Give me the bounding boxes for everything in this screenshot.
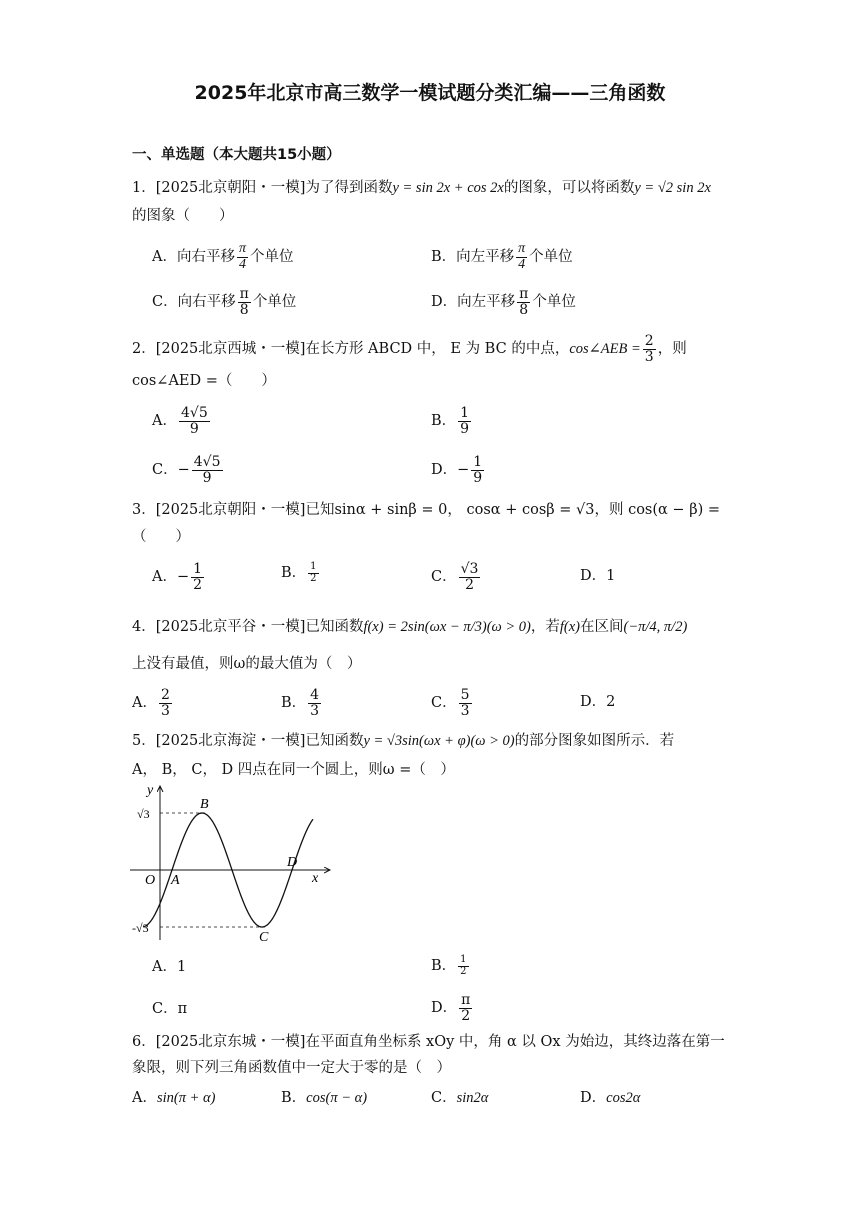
q1-a-den: 4: [238, 256, 246, 272]
q2-c-label: C．: [152, 462, 178, 479]
q4-d-text: 2: [606, 694, 616, 710]
q2-b-label: B．: [431, 413, 457, 430]
q4-line2: 上没有最值，则ω的最大值为（ ）: [132, 656, 362, 672]
q4-b-label: B．: [281, 695, 307, 712]
q2-d-sign: −: [457, 462, 470, 479]
q2-option-a: [152, 406, 212, 436]
q3-d-text: 1: [606, 568, 616, 584]
origin-label: O: [145, 873, 156, 888]
q2-d-num: 1: [473, 454, 483, 470]
q5-a-label: A．: [152, 959, 177, 975]
q3-b-label: B．: [281, 565, 307, 581]
q4-b-den: 3: [310, 702, 320, 719]
q3-b-num: 1: [310, 561, 317, 572]
x-axis-label: x: [312, 871, 319, 886]
q2-b-den: 9: [460, 420, 470, 437]
q6-d-label: D．: [580, 1090, 607, 1106]
q6-c-label: C．: [431, 1090, 457, 1106]
q2-then: ，则: [657, 341, 687, 358]
q4-option-d: [580, 692, 615, 712]
q1-b-suffix: 个单位: [529, 249, 573, 266]
q4-if: ，若: [530, 619, 560, 635]
q1-line2: 的图象（ ）: [132, 208, 234, 224]
q3-c-label: C．: [431, 569, 457, 586]
q1-option-a: [152, 242, 294, 272]
q3-c-den: 2: [465, 576, 474, 593]
q2-option-b: [431, 406, 473, 436]
q4-b-num: 4: [310, 687, 320, 703]
q6-b-label: B．: [281, 1090, 307, 1106]
q1-prefix: 1．[2025北京朝阳・一模]为了得到函数: [132, 180, 393, 196]
question-5: [132, 731, 674, 751]
q5-a-text: 1: [176, 959, 187, 975]
q2-a-num: 4√5: [180, 405, 208, 421]
q3-d-label: D．: [580, 568, 607, 584]
q2-text: 2．[2025北京西城・一模]在长方形 ABCD 中， E 为 BC 的中点，: [132, 341, 570, 358]
q4-c-num: 5: [460, 687, 470, 703]
question-2: [132, 334, 687, 364]
q1-c-den: 8: [239, 301, 249, 318]
q1-d-den: 8: [519, 301, 529, 318]
q6-option-d: [580, 1088, 640, 1108]
q5-b-den: 2: [460, 965, 467, 977]
q5-c-text: π: [177, 1001, 188, 1017]
q3-a-num: 1: [193, 561, 203, 577]
q5-prefix: 5．[2025北京海淀・一模]已知函数: [132, 733, 364, 749]
q5-b-label: B．: [431, 958, 457, 974]
q6-b-text: cos(π − α): [306, 1090, 368, 1106]
q6-c-text: sin2α: [456, 1090, 489, 1106]
q1-a-num: π: [238, 241, 246, 256]
q2-c-num: 4√5: [193, 454, 221, 470]
q1-d-num: π: [519, 286, 529, 302]
q1-a-label: A．向右平移: [152, 249, 235, 266]
q2-d-den: 9: [473, 469, 483, 486]
q1-b-num: π: [518, 241, 526, 256]
q4-fx: f(x): [559, 619, 580, 635]
q1-option-c: [152, 287, 296, 317]
q1-d-label: D．向左平移: [431, 294, 516, 311]
q1-b-label: B．向左平移: [431, 249, 515, 266]
q4-prefix: 4．[2025北京平谷・一模]已知函数: [132, 619, 364, 635]
q4-interval: (−π/4, π/2): [623, 619, 688, 635]
q4-interval-text: 在区间: [580, 619, 624, 635]
q2-c-sign: −: [177, 462, 190, 479]
q4-c-label: C．: [431, 695, 457, 712]
q2-d-label: D．: [431, 462, 458, 479]
q3-option-a: [152, 562, 206, 592]
q3-option-b: [281, 562, 321, 584]
q1-c-suffix: 个单位: [252, 294, 297, 311]
q2-cond-den: 3: [644, 348, 654, 365]
q4-a-label: A．: [132, 695, 157, 712]
q4-option-b: [281, 688, 323, 718]
question-3: 3．[2025北京朝阳・一模]已知sinα + sinβ = 0， cosα + cosβ = √3，则 cos(α − β) =: [132, 502, 720, 518]
q6-a-text: sin(π + α): [156, 1090, 216, 1106]
sqrt3-label: √3: [137, 807, 150, 821]
q3-option-d: [580, 566, 615, 586]
q4-option-a: [132, 688, 174, 718]
point-a-label: A: [171, 873, 180, 888]
q5-d-num: π: [461, 992, 471, 1008]
point-c-label: C: [259, 930, 269, 945]
question-6: 6．[2025北京东城・一模]在平面直角坐标系 xOy 中，角 α 以 Ox 为始边，其终边落在第一: [132, 1034, 725, 1050]
q1-c-num: π: [239, 286, 249, 302]
q6-option-b: [281, 1088, 367, 1108]
q4-c-den: 3: [460, 702, 470, 719]
q3-c-num: √3: [460, 561, 479, 577]
neg-sqrt3-label: -√3: [132, 921, 149, 935]
q1-a-suffix: 个单位: [250, 249, 294, 266]
q2-option-d: [431, 455, 486, 485]
q2-line2: cos∠AED =（ ）: [132, 373, 276, 389]
point-b-label: B: [200, 797, 209, 812]
q4-a-num: 2: [160, 687, 170, 703]
q2-b-num: 1: [460, 405, 470, 421]
q6-a-label: A．: [132, 1090, 157, 1106]
q2-cond-num: 2: [644, 333, 654, 349]
q4-option-c: [431, 688, 474, 718]
q1-expr1: y = sin 2x + cos 2x: [392, 180, 504, 196]
q5-line2: A， B， C， D 四点在同一个圆上，则ω =（ ）: [132, 762, 455, 778]
q2-a-label: A．: [152, 413, 177, 430]
q3-option-c: [431, 562, 482, 592]
page-title: 2025年北京市高三数学一模试题分类汇编——三角函数: [194, 82, 666, 104]
q5-d-label: D．: [431, 1000, 458, 1017]
q6-d-text: cos2α: [606, 1090, 641, 1106]
q5-text: 的部分图象如图所示．若: [514, 733, 675, 749]
q5-option-d: [431, 993, 474, 1023]
q5-c-label: C．: [152, 1001, 178, 1017]
q5-func: y = √3sin(ωx + φ)(ω > 0): [363, 733, 515, 749]
q1-b-den: 4: [518, 256, 526, 272]
q6-option-a: [132, 1088, 215, 1108]
q1-c-label: C．向右平移: [152, 294, 236, 311]
q3-a-label: A．: [152, 569, 177, 586]
point-d-label: D: [287, 855, 298, 870]
q1-expr2: y = √2 sin 2x: [634, 180, 711, 196]
q6-line2: 象限，则下列三角函数值中一定大于零的是（ ）: [132, 1060, 451, 1076]
q1-option-d: [431, 287, 576, 317]
q3-b-den: 2: [310, 572, 317, 584]
q5-option-a: [152, 957, 186, 977]
q1-mid: 的图象，可以将函数: [503, 180, 635, 196]
q3-a-den: 2: [193, 576, 203, 593]
sine-graph-figure: [125, 780, 340, 945]
q5-option-b: [431, 955, 471, 977]
y-axis-label: y: [147, 783, 154, 798]
q4-a-den: 3: [160, 702, 170, 719]
q2-option-c: [152, 455, 225, 485]
question-1: [132, 178, 711, 198]
q5-option-c: [152, 999, 187, 1019]
q2-c-den: 9: [202, 469, 212, 486]
q4-d-label: D．: [580, 694, 607, 710]
q4-func: f(x) = 2sin(ωx − π/3)(ω > 0): [363, 619, 531, 635]
q1-d-suffix: 个单位: [532, 294, 576, 311]
q6-option-c: [431, 1088, 488, 1108]
question-4: [132, 617, 687, 637]
q2-a-den: 9: [189, 420, 199, 437]
q3-line2: （ ）: [132, 529, 190, 545]
q5-d-den: 2: [461, 1007, 471, 1024]
q5-b-num: 1: [460, 954, 467, 965]
section-heading: 一、单选题（本大题共15小题）: [132, 147, 341, 163]
q1-option-b: [431, 242, 573, 272]
q3-a-sign: −: [176, 569, 190, 586]
q2-cond: cos∠AEB =: [569, 341, 641, 358]
